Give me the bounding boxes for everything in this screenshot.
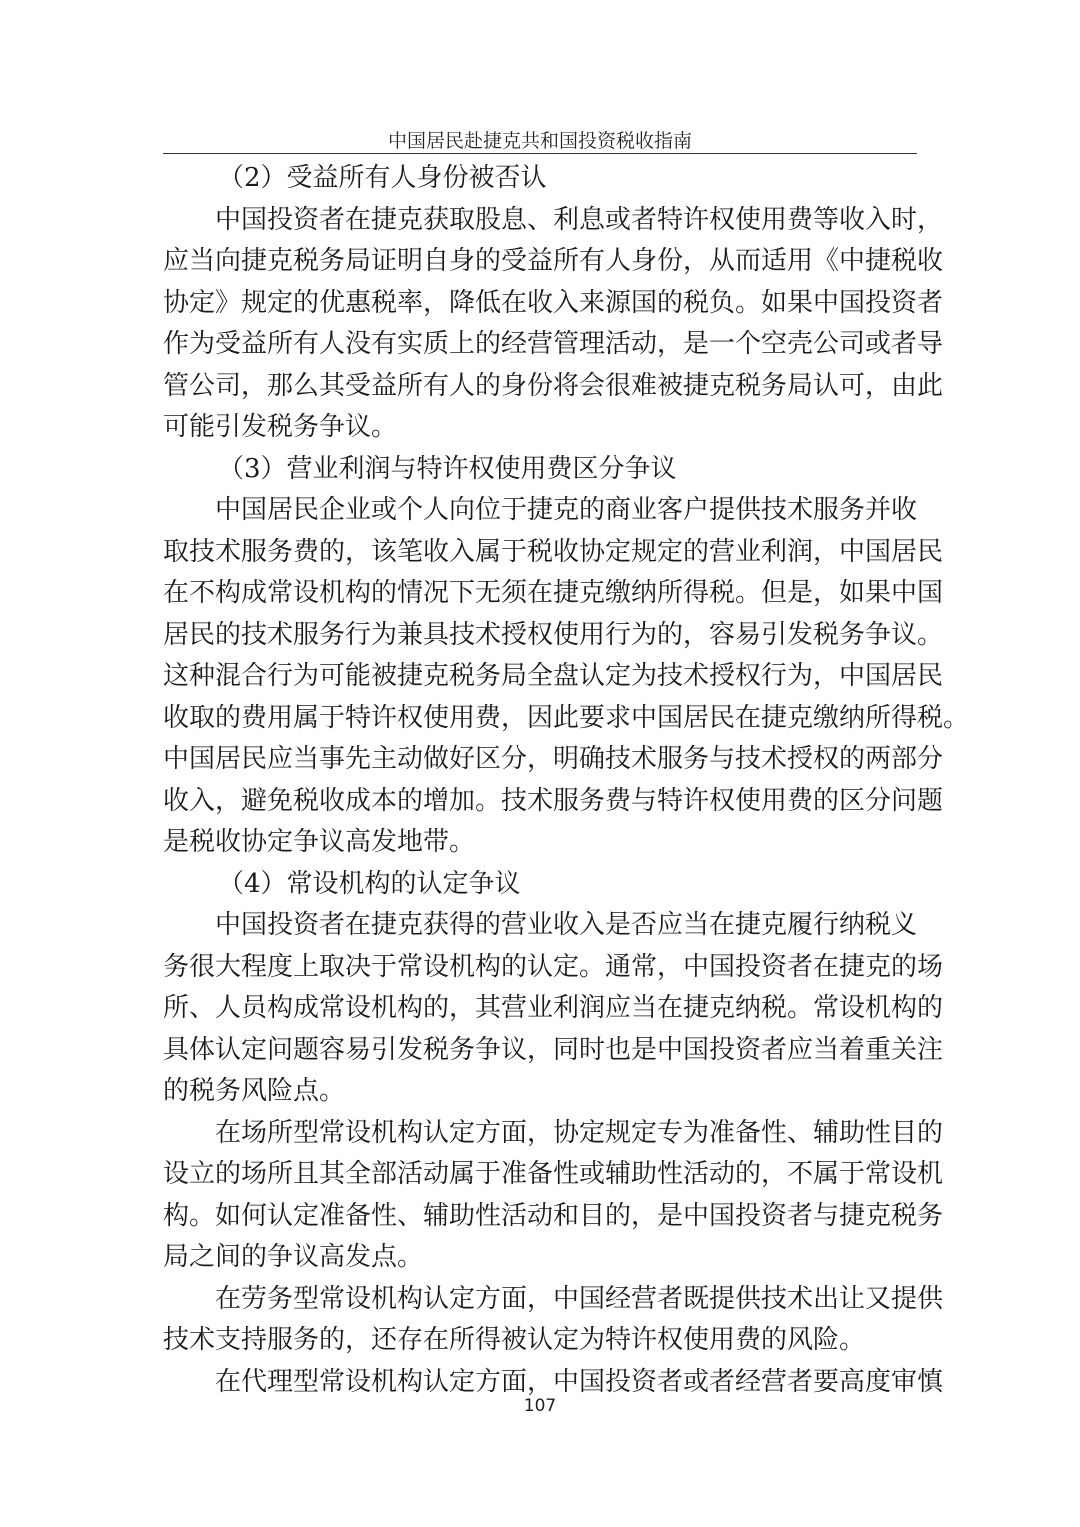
paragraph-line: 居民的技术服务行为兼具技术授权使用行为的，容易引发税务争议。 — [163, 619, 944, 650]
section-profit-royalty — [163, 449, 970, 864]
paragraph — [163, 490, 970, 864]
section-permanent-establishment — [163, 864, 944, 1404]
paragraph-line: 这种混合行为可能被捷克税务局全盘认定为技术授权行为，中国居民 — [163, 661, 944, 691]
paragraph-line: 务很大程度上取决于常设机构的认定。通常，中国投资者在捷克的场 — [163, 951, 944, 982]
paragraph — [163, 1113, 944, 1279]
paragraph-line: 管公司，那么其受益所有人的身份将会很难被捷克税务局认可，由此 — [163, 370, 944, 401]
section-heading: （4）常设机构的认定争议 — [218, 868, 521, 899]
paragraph-line: 在劳务型常设机构认定方面，中国经营者既提供技术出让又提供 — [215, 1283, 944, 1314]
paragraph-line: 在不构成常设机构的情况下无须在捷克缴纳所得税。但是，如果中国 — [163, 578, 944, 608]
paragraph-line: 协定》规定的优惠税率，降低在收入来源国的税负。如果中国投资者 — [163, 287, 944, 318]
paragraph — [163, 1279, 944, 1362]
paragraph — [163, 200, 944, 449]
paragraph-line: 技术支持服务的，还存在所得被认定为特许权使用费的风险。 — [163, 1325, 866, 1355]
paragraph-line: 是税收协定争议高发地带。 — [163, 827, 476, 857]
header-rule — [163, 153, 917, 154]
running-header: 中国居民赴捷克共和国投资税收指南 — [387, 130, 692, 152]
page-number: 107 — [523, 1396, 557, 1416]
paragraph-line: 的税务风险点。 — [163, 1076, 346, 1106]
paragraph-line: 构。如何认定准备性、辅助性活动和目的，是中国投资者与捷克税务 — [163, 1200, 944, 1231]
paragraph-line: 在场所型常设机构认定方面，协定规定专为准备性、辅助性目的 — [215, 1117, 944, 1148]
paragraph-line: 所、人员构成常设机构的，其营业利润应当在捷克纳税。常设机构的 — [163, 993, 944, 1023]
paragraph-line: 收入，避免税收成本的增加。技术服务费与特许权使用费的区分问题 — [163, 785, 944, 816]
paragraph-line: 中国投资者在捷克获得的营业收入是否应当在捷克履行纳税义 — [215, 910, 918, 940]
paragraph-line: 中国投资者在捷克获取股息、利息或者特许权使用费等收入时， — [215, 204, 944, 235]
section-heading: （3）营业利润与特许权使用费区分争议 — [218, 453, 677, 484]
paragraph-line: 取技术服务费的，该笔收入属于税收协定规定的营业利润，中国居民 — [163, 536, 944, 567]
paragraph-line: 应当向捷克税务局证明自身的受益所有人身份，从而适用《中捷税收 — [163, 246, 944, 276]
section-heading: （2）受益所有人身份被否认 — [218, 163, 547, 193]
paragraph-line: 作为受益所有人没有实质上的经营管理活动，是一个空壳公司或者导 — [163, 329, 944, 359]
paragraph — [163, 905, 944, 1113]
paragraph-line: 收取的费用属于特许权使用费，因此要求中国居民在捷克缴纳所得税。 — [163, 702, 970, 733]
paragraph-line: 设立的场所且其全部活动属于准备性或辅助性活动的，不属于常设机 — [163, 1159, 944, 1189]
paragraph-line: 中国居民企业或个人向位于捷克的商业客户提供技术服务并收 — [215, 495, 918, 525]
document-body — [163, 158, 970, 1403]
section-beneficial-owner — [163, 158, 944, 449]
paragraph-line: 可能引发税务争议。 — [163, 412, 398, 442]
paragraph-line: 中国居民应当事先主动做好区分，明确技术服务与技术授权的两部分 — [163, 744, 944, 774]
paragraph-line: 在代理型常设机构认定方面，中国投资者或者经营者要高度审慎 — [215, 1366, 944, 1397]
paragraph-line: 具体认定问题容易引发税务争议，同时也是中国投资者应当着重关注 — [163, 1034, 944, 1065]
paragraph-line: 局之间的争议高发点。 — [163, 1242, 424, 1272]
